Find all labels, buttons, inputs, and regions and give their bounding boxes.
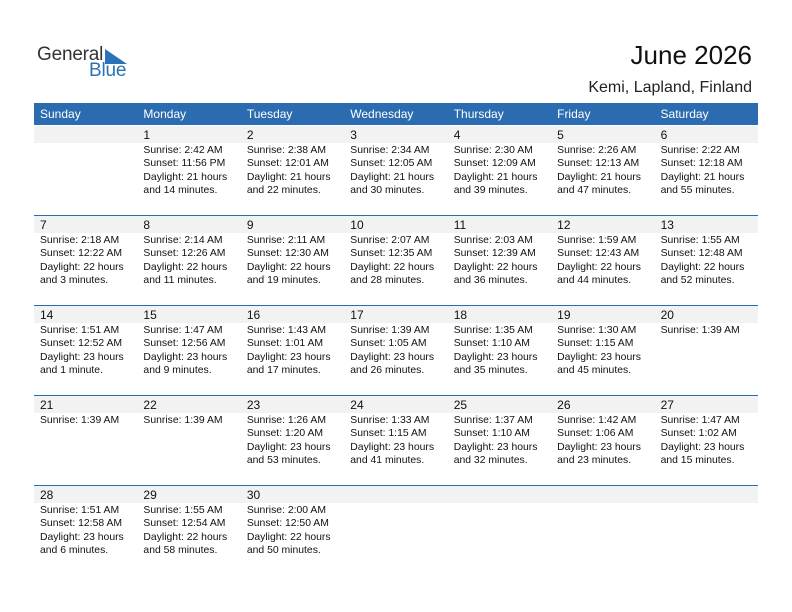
day-info-line: Sunrise: 2:18 AM: [40, 235, 120, 246]
day-info-line: Sunset: 12:56 AM: [143, 338, 226, 350]
day-cell: [551, 215, 654, 305]
day-info-line: Daylight: 21 hours: [350, 171, 435, 183]
day-info-line: Sunset: 1:15 AM: [350, 428, 427, 440]
day-cell: [448, 215, 551, 305]
day-number: 18: [453, 308, 468, 322]
day-info-line: and 55 minutes.: [660, 185, 735, 197]
day-number: 24: [350, 398, 364, 412]
day-info-line: Sunrise: 1:30 AM: [557, 325, 637, 336]
day-info-line: Sunrise: 2:11 AM: [246, 235, 326, 246]
day-info-line: Sunrise: 1:59 AM: [557, 235, 637, 246]
day-number: 3: [350, 128, 357, 142]
day-cell: [137, 395, 240, 485]
day-info-line: and 6 minutes.: [40, 545, 109, 557]
day-info-line: Sunset: 1:10 AM: [453, 338, 530, 350]
day-cell: [34, 215, 137, 305]
day-cell: [344, 395, 447, 485]
day-info-line: Sunrise: 2:42 AM: [143, 145, 223, 156]
day-info-line: Daylight: 21 hours: [557, 171, 641, 183]
day-info-line: Sunset: 12:01 AM: [246, 158, 329, 170]
day-number: 22: [143, 398, 157, 412]
day-info-line: Sunrise: 2:34 AM: [350, 145, 430, 156]
logo-general-text: General: [37, 44, 104, 65]
day-info-line: Daylight: 23 hours: [453, 351, 538, 363]
day-info-line: Sunset: 12:54 AM: [143, 518, 226, 530]
day-info-line: and 50 minutes.: [246, 545, 321, 557]
day-info-line: and 11 minutes.: [143, 275, 217, 287]
day-cell: [551, 395, 654, 485]
day-number: 26: [557, 398, 571, 412]
day-info-line: Daylight: 23 hours: [246, 441, 331, 453]
day-info-line: and 26 minutes.: [350, 365, 425, 377]
day-info-line: and 1 minute.: [40, 365, 103, 377]
day-number: 17: [350, 308, 364, 322]
day-info-line: and 32 minutes.: [453, 455, 528, 467]
day-info-line: Sunrise: 2:14 AM: [143, 235, 223, 246]
day-number: 19: [557, 308, 571, 322]
day-info-line: Sunset: 12:43 AM: [557, 248, 640, 260]
day-info-line: Daylight: 23 hours: [350, 351, 435, 363]
day-info-line: Sunrise: 1:39 AM: [660, 325, 740, 336]
day-info-line: Sunrise: 1:39 AM: [350, 325, 430, 336]
day-info-line: Daylight: 22 hours: [453, 261, 538, 273]
calendar-week: [34, 125, 758, 215]
day-info-line: Sunset: 12:35 AM: [350, 248, 433, 260]
day-number: 13: [660, 218, 674, 232]
day-info-line: and 28 minutes.: [350, 275, 425, 287]
day-info-line: and 52 minutes.: [660, 275, 735, 287]
day-info-line: Sunset: 1:05 AM: [350, 338, 427, 350]
day-info-line: Sunrise: 2:07 AM: [350, 235, 430, 246]
weekday-thursday: Thursday: [453, 107, 504, 121]
weekday-header: [34, 103, 758, 125]
day-number: 27: [660, 398, 674, 412]
day-info-line: and 53 minutes.: [246, 455, 321, 467]
day-info-line: Sunset: 12:13 AM: [557, 158, 640, 170]
day-cell: [344, 125, 447, 215]
day-info-line: Daylight: 23 hours: [350, 441, 435, 453]
day-info-line: Daylight: 23 hours: [246, 351, 331, 363]
day-info-line: Sunrise: 1:55 AM: [143, 505, 223, 516]
day-info-line: Sunset: 1:10 AM: [453, 428, 530, 440]
day-info-line: Sunrise: 1:43 AM: [246, 325, 326, 336]
day-number: 9: [246, 218, 254, 232]
day-info-line: Daylight: 22 hours: [246, 261, 331, 273]
day-number: 8: [143, 218, 151, 232]
day-number: 25: [453, 398, 468, 412]
day-info-line: Sunset: 1:15 AM: [557, 338, 634, 350]
calendar-week: [34, 485, 758, 575]
day-cell: [448, 125, 551, 215]
calendar-weeks: [34, 125, 758, 575]
day-cell: [448, 395, 551, 485]
day-info-line: Sunrise: 2:38 AM: [246, 145, 326, 156]
day-number: 14: [40, 308, 54, 322]
day-number: 30: [246, 488, 261, 502]
day-number: 10: [350, 218, 364, 232]
day-cell: [137, 485, 240, 575]
weekday-sunday: Sunday: [40, 107, 81, 121]
day-info-line: and 23 minutes.: [557, 455, 632, 467]
day-cell: [551, 305, 654, 395]
day-info-line: Sunset: 1:01 AM: [246, 338, 324, 350]
day-number: 4: [453, 128, 461, 142]
day-cell: [241, 395, 344, 485]
day-info-line: Daylight: 22 hours: [40, 261, 124, 273]
day-info-line: Sunrise: 1:33 AM: [350, 415, 430, 426]
day-info-line: Sunrise: 1:39 AM: [40, 415, 120, 426]
day-cell: [448, 305, 551, 395]
day-info-line: and 14 minutes.: [143, 185, 218, 197]
day-info-line: Sunrise: 2:26 AM: [557, 145, 637, 156]
day-info-line: and 9 minutes.: [143, 365, 212, 377]
day-info-line: Sunrise: 1:51 AM: [40, 505, 120, 516]
day-info-line: Sunrise: 1:35 AM: [453, 325, 533, 336]
page-title: June 2026: [630, 40, 752, 70]
location-label: Kemi, Lapland, Finland: [588, 79, 752, 96]
day-info-line: Sunset: 12:30 AM: [246, 248, 329, 260]
day-info-line: and 17 minutes.: [246, 365, 321, 377]
day-info-line: and 3 minutes.: [40, 275, 109, 287]
day-info-line: Daylight: 22 hours: [143, 261, 228, 273]
day-cell: [241, 485, 344, 575]
day-cell: [34, 305, 137, 395]
weekday-monday: Monday: [143, 107, 187, 121]
day-info-line: Daylight: 22 hours: [557, 261, 641, 273]
day-number: 12: [557, 218, 571, 232]
day-number: 2: [246, 128, 254, 142]
day-number: 5: [557, 128, 564, 142]
calendar-week: [34, 215, 758, 305]
day-cell: [344, 305, 447, 395]
day-info-line: Sunset: 1:02 AM: [660, 428, 737, 440]
day-info-line: Daylight: 21 hours: [660, 171, 745, 183]
day-info-line: Daylight: 21 hours: [143, 171, 228, 183]
day-info-line: Sunset: 1:06 AM: [557, 428, 634, 440]
day-info-line: Daylight: 21 hours: [246, 171, 331, 183]
day-cell: [655, 395, 758, 485]
day-info-line: and 35 minutes.: [453, 365, 528, 377]
day-info-line: Daylight: 22 hours: [350, 261, 435, 273]
day-info-line: Sunrise: 1:47 AM: [143, 325, 223, 336]
weekday-saturday: Saturday: [660, 107, 709, 121]
day-cell: [34, 485, 137, 575]
day-number: 28: [40, 488, 54, 502]
day-info-line: Daylight: 22 hours: [660, 261, 745, 273]
day-info-line: Sunset: 12:48 AM: [660, 248, 743, 260]
day-info-line: Sunrise: 1:39 AM: [143, 415, 223, 426]
day-info-line: Sunrise: 2:00 AM: [246, 505, 326, 516]
day-info-line: and 45 minutes.: [557, 365, 632, 377]
calendar-week: [34, 395, 758, 485]
day-info-line: Sunset: 12:50 AM: [246, 518, 329, 530]
day-info-line: Sunset: 11:56 PM: [143, 158, 226, 170]
day-number: 15: [143, 308, 157, 322]
weekday-friday: Friday: [557, 107, 591, 121]
day-info-line: Sunrise: 1:47 AM: [660, 415, 740, 426]
day-cell: [344, 215, 447, 305]
weekday-wednesday: Wednesday: [350, 107, 414, 121]
day-info-line: Sunset: 1:20 AM: [246, 428, 324, 440]
day-number: 16: [246, 308, 261, 322]
day-number: 11: [453, 218, 467, 232]
day-info-line: and 19 minutes.: [246, 275, 321, 287]
day-info-line: Sunset: 12:22 AM: [40, 248, 123, 260]
day-info-line: Sunrise: 1:51 AM: [40, 325, 120, 336]
day-info-line: and 36 minutes.: [453, 275, 528, 287]
day-cell: [137, 125, 240, 215]
day-info-line: Sunrise: 1:26 AM: [246, 415, 326, 426]
day-cell: [655, 305, 758, 395]
day-info-line: Sunrise: 2:03 AM: [453, 235, 533, 246]
day-info-line: and 22 minutes.: [246, 185, 321, 197]
day-info-line: Sunset: 12:52 AM: [40, 338, 123, 350]
day-cell: [241, 305, 344, 395]
day-info-line: Daylight: 23 hours: [40, 351, 124, 363]
day-info-line: and 15 minutes.: [660, 455, 735, 467]
day-cell: [241, 215, 344, 305]
day-info-line: and 30 minutes.: [350, 185, 425, 197]
day-number: 1: [143, 128, 151, 142]
day-info-line: Sunset: 12:58 AM: [40, 518, 123, 530]
day-number: 6: [660, 128, 668, 142]
day-info-line: Daylight: 21 hours: [453, 171, 538, 183]
day-info-line: Daylight: 23 hours: [557, 351, 641, 363]
day-info-line: Daylight: 22 hours: [143, 531, 228, 543]
day-info-line: Daylight: 22 hours: [246, 531, 331, 543]
day-info-line: Daylight: 23 hours: [143, 351, 228, 363]
day-info-line: Sunset: 12:39 AM: [453, 248, 536, 260]
day-info-line: Sunset: 12:09 AM: [453, 158, 536, 170]
day-info-line: Daylight: 23 hours: [660, 441, 745, 453]
day-info-line: Sunset: 12:26 AM: [143, 248, 226, 260]
day-cell: [551, 125, 654, 215]
day-number: 29: [143, 488, 157, 502]
day-cell: [241, 125, 344, 215]
day-cell: [137, 305, 240, 395]
day-cell: [137, 215, 240, 305]
day-number: 7: [40, 218, 47, 232]
day-info-line: Sunrise: 1:55 AM: [660, 235, 740, 246]
logo: [37, 44, 137, 80]
calendar-week: [34, 305, 758, 395]
day-info-line: and 47 minutes.: [557, 185, 632, 197]
day-info-line: Sunset: 12:05 AM: [350, 158, 433, 170]
day-info-line: Daylight: 23 hours: [557, 441, 641, 453]
day-info-line: Daylight: 23 hours: [453, 441, 538, 453]
day-info-line: and 39 minutes.: [453, 185, 528, 197]
day-cell: [655, 215, 758, 305]
day-info-line: and 41 minutes.: [350, 455, 425, 467]
day-info-line: Sunrise: 2:30 AM: [453, 145, 533, 156]
day-cell: [34, 395, 137, 485]
day-info-line: and 44 minutes.: [557, 275, 632, 287]
day-info-line: Daylight: 23 hours: [40, 531, 124, 543]
day-cell: [655, 125, 758, 215]
day-info-line: and 58 minutes.: [143, 545, 218, 557]
logo-blue-text: Blue: [89, 60, 127, 81]
weekday-tuesday: Tuesday: [246, 107, 293, 121]
day-info-line: Sunset: 12:18 AM: [660, 158, 743, 170]
calendar: [34, 103, 758, 575]
day-number: 21: [40, 398, 54, 412]
day-info-line: Sunrise: 2:22 AM: [660, 145, 740, 156]
day-info-line: Sunrise: 1:42 AM: [557, 415, 637, 426]
day-number: 20: [660, 308, 674, 322]
day-info-line: Sunrise: 1:37 AM: [453, 415, 533, 426]
day-number: 23: [246, 398, 261, 412]
